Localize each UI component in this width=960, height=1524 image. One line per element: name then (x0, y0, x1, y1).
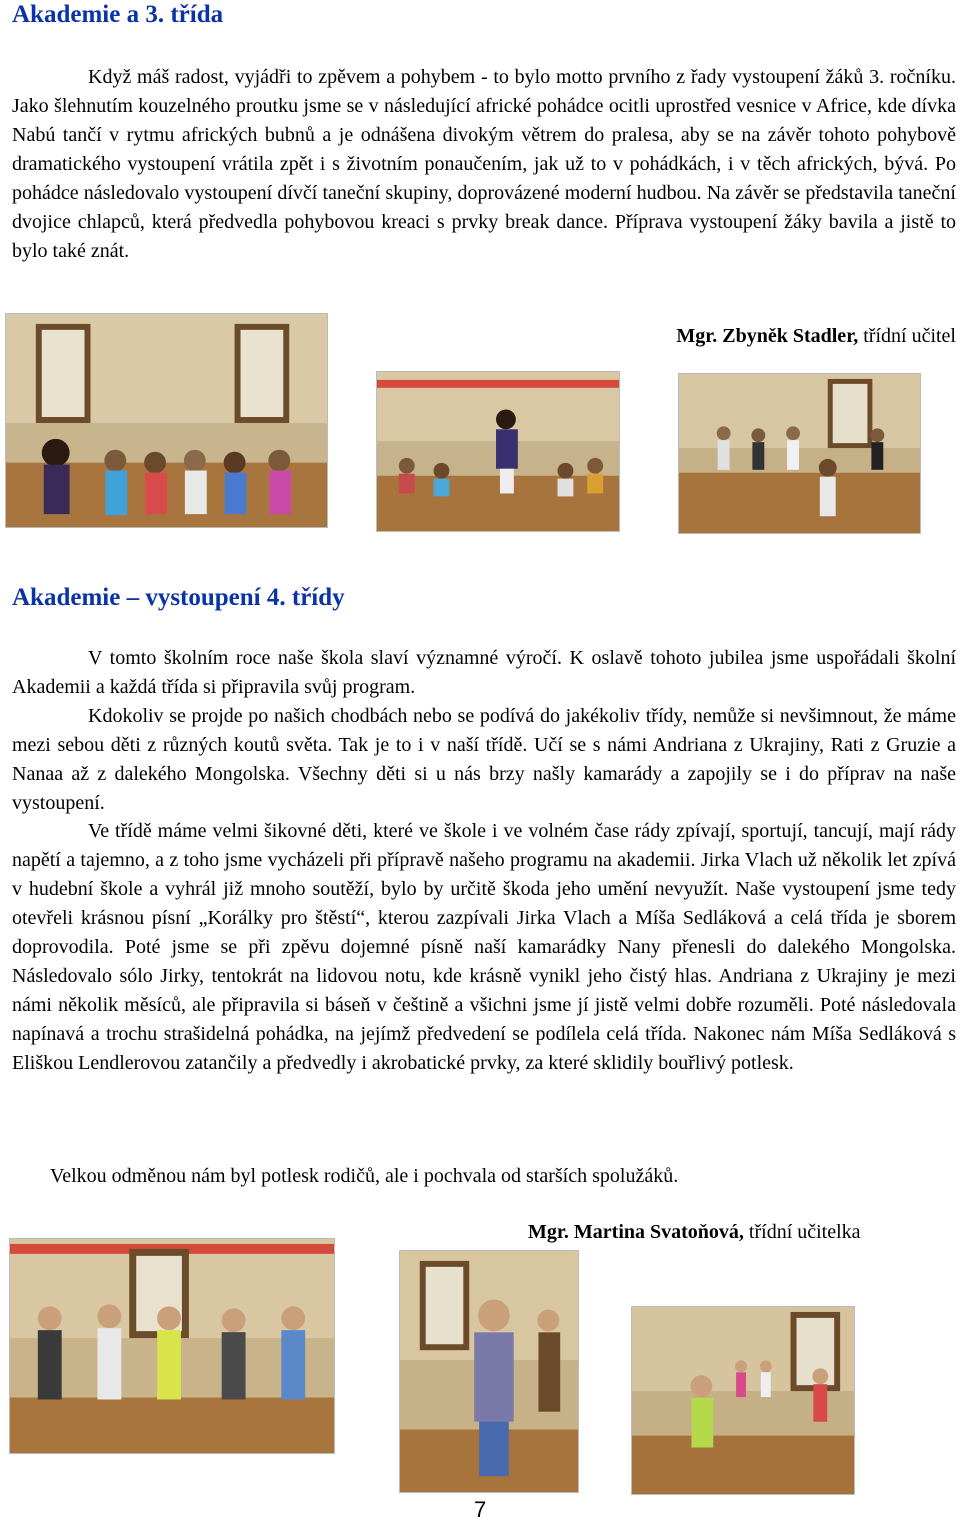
section2-signature-role: třídní učitelka (748, 1221, 861, 1243)
photo-girls-dance-group (678, 373, 921, 534)
photo-africa-fairytale (5, 313, 328, 528)
section2-paragraph-1: V tomto školním roce naše škola slaví významné výročí. K oslavě tohoto jubilea jsme uspořádali školní Akademii a každá třída si připravila svůj program. (12, 647, 956, 698)
section2-title: Akademie – vystoupení 4. třídy (12, 584, 345, 611)
photo-class-singing (9, 1238, 335, 1454)
page-number: 7 (474, 1497, 487, 1522)
section1-title: Akademie a 3. třída (12, 1, 224, 28)
section1-paragraph: Když máš radost, vyjádři to zpěvem a pohybem - to bylo motto prvního z řady vystoupení žáků 3. ročníku. Jako šlehnutím kouzelného proutku jsme se v následující africké pohádce ocitli uprostřed vesnice v Africe, kde dívka Nabú tančí v rytmu afrických bubnů a je odnášena divokým větrem do pralesa, aby se na závěr tohoto pohybově dramatického vystoupení vrátila zpět i s životním ponaučením, jak už to v pohádkách, i v těch afrických, bývá. Po pohádce následovalo vystoupení dívčí taneční skupiny, doprovázené moderní hudbou. Na závěr se představila taneční dvojice chlapců, která předvedla pohybovou kreaci s prvky break dance. Příprava vystoupení žáky bavila a jistě to bylo také znát. (12, 66, 956, 262)
photo-acrobatic-dance (631, 1306, 855, 1495)
section2-signature-name: Mgr. Martina Svatoňová, (528, 1221, 744, 1243)
section2-signature (528, 1218, 861, 1247)
photo-girl-singing (399, 1250, 579, 1493)
section1-signature (676, 322, 956, 351)
section1-signature-role: třídní učitel (863, 325, 956, 347)
section2-paragraph-4: Velkou odměnou nám byl potlesk rodičů, ale i pochvala od starších spolužáků. (50, 1165, 679, 1187)
photo-dancers-circle (376, 371, 620, 532)
section1-signature-name: Mgr. Zbyněk Stadler, (676, 325, 859, 347)
section2-paragraph-2: Kdokoliv se projde po našich chodbách nebo se podívá do jakékoliv třídy, nemůže si nevšimnout, že máme mezi sebou děti z různých koutů světa. Tak je to i v naší třídě. Učí se s námi Andriana z Ukrajiny, Rati z Gruzie a Nanaa až z dalekého Mongolska. Všechny děti si u nás brzy našly kamarády a zapojily se i do příprav na naše vystoupení. (12, 705, 956, 814)
section2-paragraph-3: Ve třídě máme velmi šikovné děti, které ve škole i ve volném čase rády zpívají, sportují, tancují, mají rády napětí a tajemno, a z toho jsme vycházeli při přípravě našeho programu na akademii. Jirka Vlach už několik let zpívá v hudební škole a vyhrál již mnoho soutěží, bylo by určitě škoda jeho umění nevyužít. Naše vystoupení jsme tedy otevřeli krásnou písní „Korálky pro štěstí“, kterou zazpívali Jirka Vlach a Míša Sedláková a celá třída je sborem doprovodila. Poté jsme se při zpěvu dojemné písně naší kamarádky Nany přenesli do dalekého Mongolska. Následovalo sólo Jirky, tentokrát na lidovou notu, kde krásně vynikl jeho čistý hlas. Andriana z Ukrajiny je mezi námi několik měsíců, ale připravila si báseň v češtině a všichni jsme jí jistě velmi dobře rozuměli. Poté následovala napínavá a trochu strašidelná pohádka, na jejímž předvedení se podílela celá třída. Nakonec nám Míša Sedláková s Eliškou Lendlerovou zatančily a předvedly i akrobatické prvky, za které sklidily bouřlivý potlesk. (12, 820, 956, 1074)
